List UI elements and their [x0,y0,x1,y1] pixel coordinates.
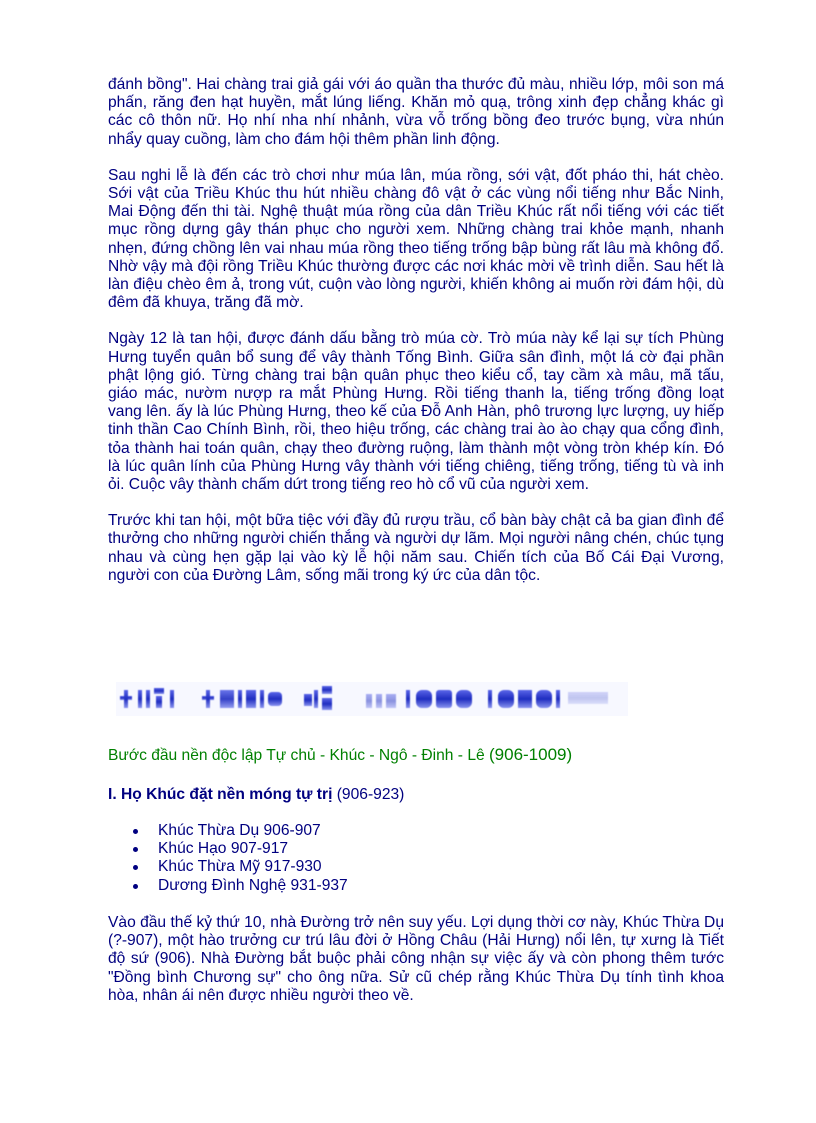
era-subtitle [108,745,724,765]
festival-text [108,76,724,603]
paragraph-3: Ngày 12 là tan hội, được đánh dấu bằng trò múa cờ. Trò múa này kể lại sự tích Phùng Hưng tuyển quân bổ sung để vây thành Tống Bình. Giữa sân đình, một lá cờ đại phần phật lộng gió. Từng chàng trai bận quân phục theo kiểu cổ, tay cầm xà mâu, mã tấu, giáo mác, nườm nượp ra mắt Phùng Hưng. Rồi tiếng thanh la, tiếng trống đồng loạt vang lên. ấy là lúc Phùng Hưng, theo kế của Đỗ Anh Hàn, phô trương lực lượng, uy hiếp tinh thần Cao Chính Bình, rồi, theo hiệu trống, các chàng trai ào ào chạy qua cổng đình, tỏa thành hai toán quân, chạy theo đường ruộng, làm thành một vòng tròn khép kín. Đó là lúc quân lính của Phùng Hưng vây thành với tiếng chiêng, tiếng trống, tiếng tù và inh ỏi. Cuộc vây thành chấm dứt trong tiếng reo hò cổ vũ của người xem. [108,330,724,494]
list-item-text: Dương Đình Nghệ 931-937 [158,876,348,894]
history-paragraph: Vào đầu thế kỷ thứ 10, nhà Đường trở nên suy yếu. Lợi dụng thời cơ này, Khúc Thừa Dụ (?-907), một hào trưởng cư trú lâu đời ở Hồng Châu (Hải Hưng) nổi lên, tự xưng là Tiết độ sứ (906). Nhà Đường bắt buộc phải công nhận sự việc ấy và còn phong thêm tước "Đồng bình Chương sự" cho ông nữa. Sử cũ chép rằng Khúc Thừa Dụ tính tình khoa hòa, nhân ái nên được nhiều người theo về. [108,914,724,1004]
section-heading-title: I. Họ Khúc đặt nền móng tự trị [108,786,333,803]
list-item-text: Khúc Thừa Mỹ 917-930 [158,858,322,876]
paragraph-1: đánh bồng". Hai chàng trai giả gái với áo quần tha thước đủ màu, nhiều lớp, môi son má phấn, răng đen hạt huyền, mắt lúng liếng. Khăn mỏ quạ, trông xinh đẹp chẳng khác gì các cô thôn nữ. Họ nhí nha nhí nhảnh, vừa vỗ trống bồng đeo trước bụng, vừa nhún nhẩy quay cuồng, làm cho đám hội thêm phần linh động. [108,76,724,148]
list-item [108,858,724,876]
list-item [108,840,724,858]
section-heading [108,786,724,804]
bullet-icon [133,847,138,852]
section-heading-years: (906-923) [332,786,405,803]
paragraph-4: Trước khi tan hội, một bữa tiệc với đầy đủ rượu trầu, cổ bàn bày chật cả ba gian đình để thưởng cho những người chiến thắng và người dự lãm. Mọi người nâng chén, chúc tụng nhau và cùng hẹn gặp lại vào kỳ lễ hội năm sau. Chiến tích của Bố Cái Đại Vương, người con của Đường Lâm, sống mãi trong ký ức của dân tộc. [108,512,724,584]
bullet-icon [133,884,138,889]
decorative-title-banner-image [116,678,628,722]
bullet-icon [133,829,138,834]
list-item [108,877,724,895]
list-item-text: Khúc Hạo 907-917 [158,840,289,858]
bullet-icon [133,865,138,870]
reign-list [108,822,724,895]
era-subtitle-text: Bước đầu nền độc lập Tự chủ - Khúc - Ngô - Đinh - Lê [108,747,489,764]
era-subtitle-years: (906-1009) [489,745,573,764]
list-item [108,822,724,840]
banner-glyphs-image [116,678,628,722]
paragraph-2: Sau nghi lễ là đến các trò chơi như múa lân, múa rồng, sới vật, đốt pháo thi, hát chèo. Sới vật của Triều Khúc thu hút nhiều chàng đô vật ở các vùng nổi tiếng như Bắc Ninh, Mai Động đến thi tài. Nghệ thuật múa rồng của dân Triều Khúc rất nổi tiếng với các tiết mục rồng dựng gây thán phục cho người xem. Những chàng trai khỏe mạnh, nhanh nhẹn, đứng chồng lên vai nhau múa rồng theo tiếng trống bập bùng rất lâu mà không đổ. Nhờ vậy mà đội rồng Triều Khúc thường được các nơi khác mời về trình diễn. Sau hết là làn điệu chèo êm ả, trong vút, cuộn vào lòng người, khiến không ai muốn rời đám hội, dù đêm đã khuya, trăng đã mờ. [108,166,724,312]
list-item-text: Khúc Thừa Dụ 906-907 [158,822,321,839]
